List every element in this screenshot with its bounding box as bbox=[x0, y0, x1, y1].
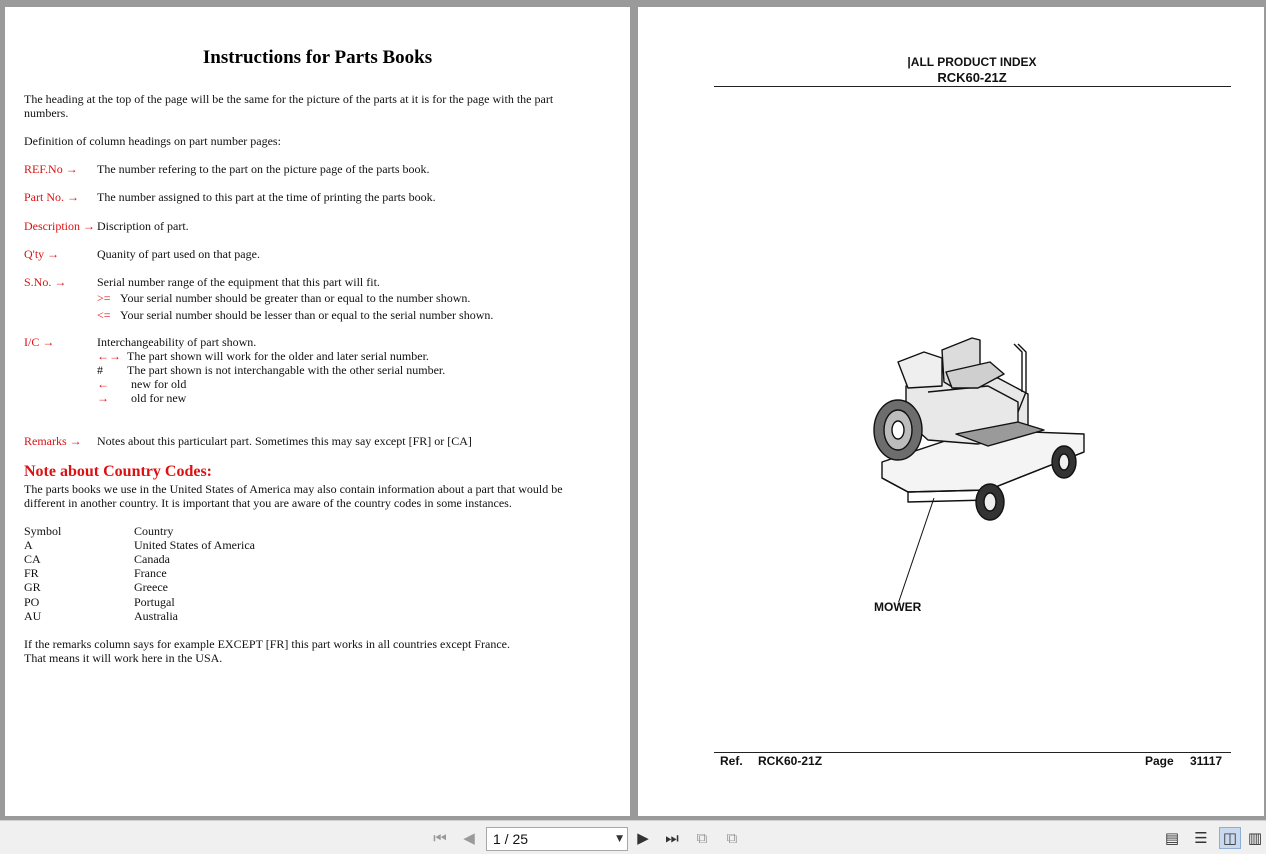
page-right bbox=[638, 7, 1264, 816]
heading-key-remarks: Remarks → bbox=[24, 434, 82, 448]
footer-rule bbox=[714, 752, 1231, 753]
index-header: |ALL PRODUCT INDEX bbox=[907, 55, 1037, 69]
ic-sub-symbol: ← bbox=[97, 377, 109, 391]
code-country: United States of America bbox=[134, 538, 255, 552]
ic-sub-item bbox=[97, 377, 186, 391]
code-country: Canada bbox=[134, 552, 170, 566]
chevron-down-icon: ▼ bbox=[616, 834, 623, 844]
heading-key-partno: Part No. → bbox=[24, 190, 79, 204]
note-text: The parts books we use in the United States of America may also contain information about a part that would be different in another country. It is important that you are aware of the country codes in some instances. bbox=[24, 482, 563, 510]
code-symbol: PO bbox=[24, 595, 40, 609]
ic-sub-item bbox=[97, 391, 186, 405]
ic-sub-symbol: → bbox=[97, 391, 109, 405]
heading-key-description: Description → bbox=[24, 219, 95, 233]
ic-sub-symbol: ←→ bbox=[97, 349, 121, 363]
two-page-icon[interactable]: ◫ bbox=[1219, 827, 1241, 849]
note-title: Note about Country Codes: bbox=[24, 463, 212, 480]
code-symbol: GR bbox=[24, 580, 41, 594]
footer-ref-value: RCK60-21Z bbox=[758, 754, 823, 768]
heading-text-refno: The number refering to the part on the picture page of the parts book. bbox=[97, 162, 430, 176]
page-number-select[interactable] bbox=[486, 827, 628, 851]
footer-ref-label: Ref. bbox=[720, 754, 743, 768]
last-page-icon[interactable]: ⏭ bbox=[665, 829, 679, 847]
next-view-icon[interactable]: ⧉ bbox=[726, 829, 738, 847]
heading-key-ic: I/C → bbox=[24, 335, 55, 349]
page-indicator: 1 / 25 bbox=[493, 831, 529, 847]
code-symbol: FR bbox=[24, 566, 39, 580]
model-header: RCK60-21Z bbox=[937, 70, 1007, 85]
heading-text-sno: Serial number range of the equipment that this part will fit. bbox=[97, 275, 380, 289]
ic-sub-text: The part shown is not interchangable with the other serial number. bbox=[127, 363, 446, 377]
code-symbol: CA bbox=[24, 552, 41, 566]
heading-text-remarks: Notes about this particulart part. Sometimes this may say except [FR] or [CA] bbox=[97, 434, 472, 448]
single-page-icon[interactable]: ▤ bbox=[1164, 829, 1180, 847]
heading-text-partno: The number assigned to this part at the time of printing the parts book. bbox=[97, 190, 436, 204]
two-page-continuous-icon[interactable]: ▥ bbox=[1247, 829, 1263, 847]
footer-page-label: Page bbox=[1145, 754, 1174, 768]
heading-key-refno: REF.No → bbox=[24, 162, 78, 176]
viewer-toolbar bbox=[0, 820, 1266, 854]
closing-text-1: If the remarks column says for example EXCEPT [FR] this part works in all countries except France. bbox=[24, 637, 510, 651]
page-title: Instructions for Parts Books bbox=[202, 47, 433, 68]
definition-text: Definition of column headings on part number pages: bbox=[24, 134, 281, 148]
ic-sub-text: The part shown will work for the older and later serial number. bbox=[127, 349, 429, 363]
page-left bbox=[5, 7, 630, 816]
first-page-icon[interactable]: ⏮ bbox=[433, 829, 447, 847]
heading-key-qty: Q'ty → bbox=[24, 247, 60, 261]
sno-sub-item bbox=[97, 308, 493, 322]
intro-text: The heading at the top of the page will be the same for the picture of the parts at it is for the page with the part numbers. bbox=[24, 92, 554, 120]
mower-illustration bbox=[868, 322, 1098, 602]
code-country: Greece bbox=[134, 580, 168, 594]
heading-text-description: Discription of part. bbox=[97, 219, 189, 233]
code-symbol: AU bbox=[24, 609, 42, 623]
code-country: France bbox=[134, 566, 167, 580]
heading-text-qty: Quanity of part used on that page. bbox=[97, 247, 260, 261]
prev-view-icon[interactable]: ⧉ bbox=[696, 829, 708, 847]
prev-page-icon[interactable]: ◀ bbox=[463, 829, 475, 847]
sno-sub-text: Your serial number should be greater than or equal to the number shown. bbox=[120, 291, 471, 305]
code-symbol: A bbox=[24, 538, 33, 552]
code-country: Portugal bbox=[134, 595, 175, 609]
sno-sub-symbol: >= bbox=[97, 291, 111, 305]
ic-sub-item bbox=[97, 349, 429, 363]
next-page-icon[interactable]: ▶ bbox=[637, 829, 649, 847]
ic-sub-text: old for new bbox=[131, 391, 187, 405]
ic-sub-symbol: # bbox=[97, 363, 103, 377]
heading-key-sno: S.No. → bbox=[24, 275, 67, 289]
mower-label: MOWER bbox=[874, 600, 922, 614]
codes-header-symbol: Symbol bbox=[24, 524, 62, 538]
ic-sub-item bbox=[97, 363, 445, 377]
sno-sub-item bbox=[97, 291, 470, 305]
closing-text-2: That means it will work here in the USA. bbox=[24, 651, 223, 665]
code-country: Australia bbox=[134, 609, 178, 623]
footer-page-value: 31117 bbox=[1190, 754, 1223, 768]
header-rule bbox=[714, 86, 1231, 87]
sno-sub-symbol: <= bbox=[97, 308, 111, 322]
continuous-icon[interactable]: ☰ bbox=[1194, 829, 1208, 847]
heading-text-ic: Interchangeability of part shown. bbox=[97, 335, 257, 349]
codes-header-country: Country bbox=[134, 524, 174, 538]
ic-sub-text: new for old bbox=[131, 377, 187, 391]
sno-sub-text: Your serial number should be lesser than or equal to the serial number shown. bbox=[120, 308, 494, 322]
